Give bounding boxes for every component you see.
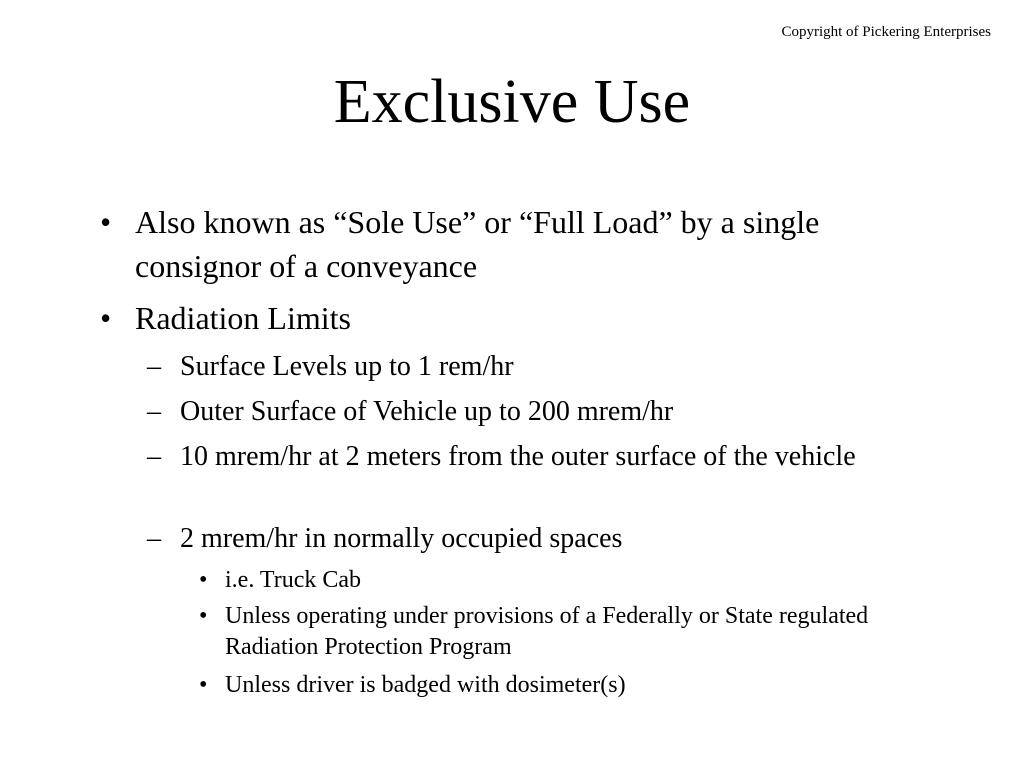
copyright-notice: Copyright of Pickering Enterprises — [781, 24, 991, 40]
sub-bullet-text: 2 mrem/hr in normally occupied spaces — [180, 523, 623, 554]
bullet-marker: • — [199, 567, 208, 593]
dash-marker: – — [147, 396, 161, 427]
sub-sub-bullet-item — [199, 670, 899, 701]
slide-title: Exclusive Use — [333, 68, 691, 136]
bullet-marker: • — [199, 672, 208, 698]
bullet-marker: • — [100, 204, 112, 240]
sub-sub-bullet-text: Unless driver is badged with dosimeter(s) — [225, 672, 626, 698]
bullet-text: Radiation Limits — [135, 300, 351, 336]
dash-marker: – — [147, 523, 161, 554]
sub-bullet-item — [147, 438, 907, 476]
bullet-text: Also known as “Sole Use” or “Full Load” by a single consignor of a conveyance — [135, 204, 820, 284]
dash-marker: – — [147, 351, 161, 382]
sub-bullet-text: 10 mrem/hr at 2 meters from the outer surface of the vehicle — [180, 441, 856, 472]
bullet-marker: • — [199, 603, 208, 629]
sub-sub-bullet-text: i.e. Truck Cab — [225, 567, 362, 593]
bullet-item — [100, 200, 900, 288]
sub-bullet-text: Outer Surface of Vehicle up to 200 mrem/hr — [180, 396, 674, 427]
dash-marker: – — [147, 441, 161, 472]
sub-sub-bullet-text: Unless operating under provisions of a Federally or State regulated Radiation Protection Program — [225, 603, 869, 660]
bullet-item — [100, 296, 900, 340]
sub-sub-bullet-item — [199, 565, 899, 596]
sub-bullet-text: Surface Levels up to 1 rem/hr — [180, 351, 514, 382]
bullet-marker: • — [100, 300, 112, 336]
sub-bullet-item — [147, 520, 907, 558]
sub-sub-bullet-item — [199, 601, 899, 663]
sub-bullet-item — [147, 393, 907, 431]
sub-bullet-item — [147, 348, 907, 386]
